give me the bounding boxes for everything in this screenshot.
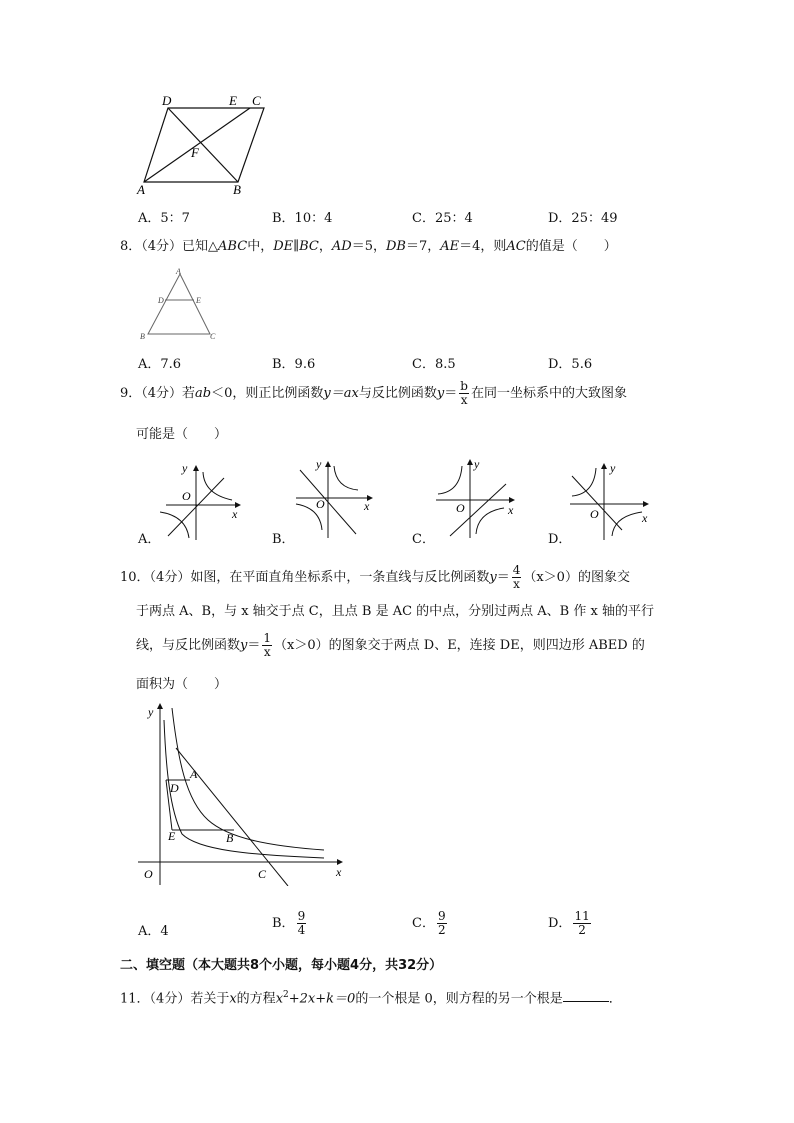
q7-label-C: C: [252, 94, 261, 108]
q10-option-c[interactable]: [412, 910, 449, 937]
q9-text-y2: y: [436, 386, 445, 401]
q9d-label-O: O: [590, 507, 599, 521]
q9-text-eq: ＝: [444, 386, 458, 401]
q9c-label-x: x: [508, 503, 514, 517]
q10-line3: [136, 632, 645, 659]
q7-parallelogram-figure: [136, 94, 276, 200]
q7-label-E: E: [229, 94, 237, 108]
q8-text-ac: AC: [506, 239, 526, 254]
q11-text-x: x: [229, 991, 237, 1007]
q10-frac1-den: x: [513, 577, 520, 591]
q8-text-comma: ，: [318, 239, 332, 254]
q10-text-eq: ＝: [496, 570, 510, 585]
q9b-label-x: x: [364, 499, 370, 513]
q10-optd-den: 2: [578, 923, 586, 937]
q8-text-aeval: ＝4，则: [459, 239, 507, 254]
q10-frac2-den: x: [263, 645, 271, 659]
q11-eq-rest: +2x+k＝0: [288, 991, 356, 1007]
q8-triangle-figure: [138, 266, 220, 342]
q8-text-ad: AD: [331, 239, 352, 254]
q8-text-tail: 的值是（ ）: [525, 239, 617, 254]
q7-label-A: A: [137, 182, 145, 197]
q8-text-abc: ABC: [218, 239, 248, 254]
q10-label-B: B: [226, 831, 234, 845]
q9a-label-O: O: [182, 489, 191, 503]
q9-graph-b: [292, 458, 378, 542]
q9b-label-O: O: [316, 497, 325, 511]
q10-option-a[interactable]: A．4: [138, 924, 169, 939]
q10-text-line3b: （x＞0）的图象交于两点 D、E，连接 DE，则四边形 ABED 的: [274, 638, 645, 653]
q8-text-mid: 中，: [247, 239, 274, 254]
q7-label-B: B: [233, 182, 241, 197]
q9-option-d[interactable]: D．: [548, 532, 572, 547]
q8-text-db: DB: [385, 239, 406, 254]
q8-label-D: D: [158, 296, 164, 305]
q8-label-A: A: [176, 267, 181, 276]
q9b-label-y: y: [316, 458, 322, 471]
q10-frac2-num: 1: [263, 631, 272, 645]
q11-text-mid: 的方程: [236, 991, 276, 1007]
q10-text-y: y: [489, 570, 497, 585]
q9-text-ab: ab: [195, 386, 212, 401]
q10-line4: 面积为（ ）: [136, 677, 228, 692]
section-2-heading: 二、填空题（本大题共8个小题，每小题4分，共32分）: [120, 958, 443, 973]
q7-label-D: D: [162, 94, 172, 108]
q8-text-debc: DE∥BC: [273, 239, 319, 254]
q11-eq-sup: 2: [283, 990, 289, 1000]
q10-fraction-2: [262, 632, 272, 659]
q10-text-cond1: （x＞0）的图象交: [523, 570, 630, 585]
q9a-label-x: x: [232, 507, 238, 521]
q10-optb-num: 9: [297, 909, 306, 923]
q10-label-D: D: [170, 781, 179, 795]
q10-frac1-num: 4: [512, 563, 521, 577]
q10-text-line3a: 线，与反比例函数: [136, 638, 241, 653]
q10-option-b[interactable]: [272, 910, 308, 937]
q7-option-c[interactable]: C．25：4: [412, 211, 473, 226]
q9d-label-x: x: [642, 511, 648, 525]
q8-option-a[interactable]: A．7.6: [138, 357, 182, 372]
q10-line2: 于两点 A、B，与 x 轴交于点 C，且点 B 是 AC 的中点，分别过两点 A、B 作 x 轴的平行: [136, 604, 654, 619]
q11-question: [120, 986, 622, 1008]
q11-answer-blank[interactable]: [563, 989, 609, 1002]
q10-option-d[interactable]: [548, 910, 593, 937]
q10-label-y: y: [148, 705, 154, 719]
q8-text-prefix: 8．（4分）已知△: [120, 239, 219, 254]
q10-text-line1: 10．（4分）如图，在平面直角坐标系中，一条直线与反比例函数: [120, 570, 490, 585]
q10-optc-num: 9: [437, 909, 446, 923]
q7-option-d[interactable]: D．25：49: [548, 211, 618, 226]
q8-text-dbval: ＝7，: [405, 239, 441, 254]
q9-frac-num: b: [460, 379, 468, 393]
q9-option-b[interactable]: B．: [272, 532, 295, 547]
q10-label-A: A: [190, 767, 198, 781]
q10-option-c-label: C．: [412, 916, 435, 931]
q10-option-d-fraction: [573, 910, 590, 937]
q9-option-c[interactable]: C．: [412, 532, 435, 547]
q11-text-tail: 的一个根是 0，则方程的另一个根是: [355, 991, 563, 1007]
q10-line1: [120, 564, 630, 591]
q9c-label-y: y: [474, 457, 480, 471]
q10-label-x: x: [336, 865, 342, 879]
q10-figure: [138, 700, 348, 886]
q9-text-tail: 在同一坐标系中的大致图象: [470, 386, 627, 401]
q7-option-b[interactable]: B．10：4: [272, 211, 333, 226]
q8-option-b[interactable]: B．9.6: [272, 357, 316, 372]
q10-optc-den: 2: [437, 923, 446, 937]
q9-text-eqax: ＝ax: [330, 386, 359, 401]
q9d-label-y: y: [610, 461, 616, 475]
q10-text-eq2: ＝: [247, 638, 261, 653]
q10-label-O: O: [144, 867, 153, 881]
q9-text-mid: 与反比例函数: [358, 386, 437, 401]
q9-option-a[interactable]: A．: [138, 532, 161, 547]
q9-frac-den: x: [460, 393, 468, 407]
q10-optd-num: 11: [574, 909, 590, 923]
q9-question-line2: 可能是（ ）: [136, 427, 228, 442]
q10-label-C: C: [258, 867, 267, 881]
q9-fraction: [459, 380, 469, 407]
q7-option-a[interactable]: A．5：7: [138, 211, 190, 226]
q10-option-d-label: D．: [548, 916, 572, 931]
q9-text-lt0: ＜0，则正比例函数: [211, 386, 324, 401]
q10-option-b-fraction: [297, 910, 307, 937]
q8-option-d[interactable]: D．5.6: [548, 357, 593, 372]
q11-eq-x: x: [275, 991, 284, 1007]
q10-text-y2: y: [240, 638, 248, 653]
q9a-label-y: y: [182, 461, 188, 475]
q7-label-F: F: [191, 145, 199, 160]
q10-optb-den: 4: [297, 923, 306, 937]
q11-text-end: ．: [608, 991, 622, 1007]
q9-question: [120, 380, 627, 407]
q9-graph-a: [160, 460, 246, 544]
q9c-label-O: O: [456, 501, 465, 515]
q9-text-y1: y: [323, 386, 331, 401]
q10-option-c-fraction: [437, 910, 447, 937]
q8-label-B: B: [140, 332, 145, 341]
q8-label-C: C: [210, 332, 216, 341]
q8-label-E: E: [196, 296, 201, 305]
q10-label-E: E: [168, 829, 176, 843]
q8-text-adval: ＝5，: [351, 239, 386, 254]
q10-option-b-label: B．: [272, 916, 295, 931]
q8-question: [120, 238, 617, 256]
q11-text-prefix: 11．（4分）若关于: [120, 991, 230, 1007]
q9-graph-d: [566, 460, 656, 544]
q10-fraction-1: [512, 564, 522, 591]
q8-text-ae: AE: [440, 239, 460, 254]
q8-option-c[interactable]: C．8.5: [412, 357, 456, 372]
q9-graph-c: [430, 456, 520, 542]
q9-text-prefix: 9．（4分）若: [120, 386, 196, 401]
